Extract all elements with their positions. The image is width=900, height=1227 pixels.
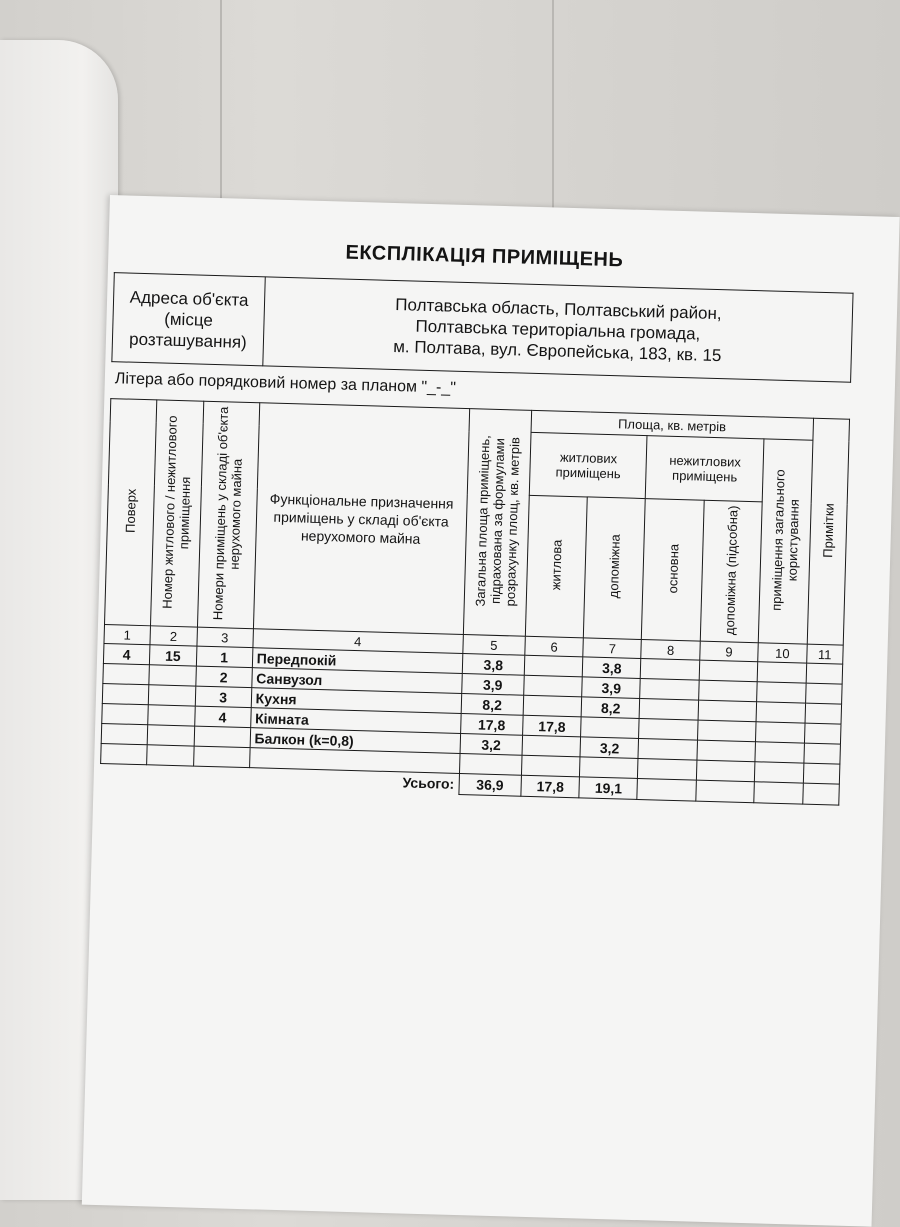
header-common-use: приміщення загального користування <box>758 439 812 644</box>
cell-unit <box>148 705 195 726</box>
totals-notes <box>802 783 839 805</box>
cell-notes <box>803 763 840 784</box>
cell-notes <box>803 743 840 764</box>
header-nonresidential-group: нежитлових приміщень <box>646 436 764 502</box>
column-number: 4 <box>253 629 463 654</box>
header-auxiliary-utility: допоміжна (підсобна) <box>700 500 762 643</box>
totals-total-area: 36,9 <box>458 773 521 796</box>
cell-unit <box>149 665 196 686</box>
cell-floor: 4 <box>103 644 150 665</box>
cell-auxiliary: 3,9 <box>582 677 641 699</box>
document-sheet <box>82 195 900 1227</box>
cell-total <box>459 753 522 775</box>
cell-unit: 15 <box>149 645 196 666</box>
address-label: Адреса об'єкта (місце розташування) <box>112 273 265 366</box>
column-number: 6 <box>525 636 584 657</box>
header-auxiliary: допоміжна <box>584 497 646 640</box>
cell-unit <box>147 725 194 746</box>
rooms-table <box>100 398 851 806</box>
cell-auxiliary: 3,8 <box>582 657 641 679</box>
totals-auxiliary-utility <box>696 780 755 803</box>
cell-room <box>193 746 250 768</box>
header-notes: Примітки <box>807 418 850 645</box>
cell-room: 4 <box>194 706 251 728</box>
column-number: 11 <box>806 644 843 664</box>
cell-auxiliary-utility <box>697 740 756 762</box>
cell-floor <box>102 703 149 724</box>
cell-auxiliary-utility <box>697 720 756 742</box>
cell-room: 2 <box>195 666 252 688</box>
column-number: 10 <box>758 643 807 663</box>
cell-floor <box>101 723 148 744</box>
cell-main <box>640 679 699 701</box>
cell-living: 17,8 <box>523 715 582 737</box>
address-line: м. Полтава, вул. Європейська, 183, кв. 15 <box>392 336 722 365</box>
header-living: житлова <box>525 495 587 638</box>
cell-living <box>524 655 583 677</box>
cell-total: 3,8 <box>462 654 525 676</box>
cell-living <box>522 735 581 757</box>
cell-main <box>640 698 699 720</box>
cell-auxiliary-utility <box>698 700 757 722</box>
cell-auxiliary: 8,2 <box>581 697 640 719</box>
cell-common-use <box>757 662 806 683</box>
totals-common-use <box>754 782 803 804</box>
cell-living <box>521 755 580 777</box>
cell-common-use <box>757 682 806 703</box>
column-number: 3 <box>196 627 253 648</box>
cell-common-use <box>756 722 805 743</box>
header-total-area: Загальна площа приміщень, підрахована за формулами розрахунку площ, кв. метрів <box>463 409 532 637</box>
column-number: 7 <box>583 638 642 659</box>
cell-auxiliary-utility <box>696 760 755 782</box>
cell-common-use <box>756 702 805 723</box>
cell-unit <box>147 745 194 766</box>
totals-label: Усього: <box>402 774 455 793</box>
address-table <box>111 272 853 383</box>
column-number: 1 <box>104 625 151 645</box>
address-line: Полтавська область, Полтавський район, <box>395 294 722 323</box>
cell-name: Балкон (k=0,8) <box>250 728 460 754</box>
cell-room: 1 <box>196 646 253 668</box>
cell-name: Санвузол <box>251 668 461 694</box>
explication-document <box>100 235 855 805</box>
cell-notes <box>805 703 842 724</box>
column-number: 8 <box>641 640 700 661</box>
header-unit-number: Номер житлового / нежитлового приміщення <box>151 400 204 627</box>
header-residential-group: житлових приміщень <box>529 432 647 498</box>
cell-unit <box>148 685 195 706</box>
cell-total: 3,9 <box>461 674 524 696</box>
cell-floor <box>101 743 148 764</box>
cell-main <box>638 758 697 780</box>
header-room-numbers: Номери приміщень у складі об'єкта нерухомого майна <box>197 401 259 628</box>
totals-main <box>637 778 696 801</box>
totals-auxiliary: 19,1 <box>579 777 638 800</box>
cell-floor <box>103 663 150 684</box>
rooms-body <box>101 644 843 785</box>
address-value <box>263 277 853 382</box>
address-line: Полтавська територіальна громада, <box>415 316 701 344</box>
cell-living <box>524 675 583 697</box>
cell-total: 3,2 <box>460 733 523 755</box>
cell-room <box>194 726 251 748</box>
cell-auxiliary: 3,2 <box>580 737 639 759</box>
cell-total: 17,8 <box>460 713 523 735</box>
cell-floor <box>102 683 149 704</box>
header-floor: Поверх <box>105 399 157 626</box>
cell-auxiliary-utility <box>699 660 758 682</box>
header-function: Функціональне призначення приміщень у складі об'єкта нерухомого майна <box>253 403 469 635</box>
cell-auxiliary <box>580 757 639 779</box>
cell-notes <box>804 723 841 744</box>
cell-common-use <box>755 742 804 763</box>
totals-living: 17,8 <box>521 775 580 798</box>
cell-main <box>641 659 700 681</box>
cell-name: Кухня <box>251 688 461 714</box>
header-main: основна <box>642 499 704 642</box>
column-number: 2 <box>150 626 197 646</box>
cell-main <box>638 738 697 760</box>
cell-total: 8,2 <box>461 694 524 716</box>
cell-auxiliary-utility <box>698 680 757 702</box>
column-number: 5 <box>462 635 525 656</box>
floor-plank <box>222 0 554 230</box>
cell-auxiliary <box>581 717 640 739</box>
cell-living <box>523 695 582 717</box>
cell-notes <box>806 663 843 684</box>
cell-common-use <box>755 762 804 783</box>
column-number: 9 <box>700 641 759 662</box>
cell-notes <box>805 683 842 704</box>
cell-name: Кімната <box>250 708 460 734</box>
header-area-group: Площа, кв. метрів <box>531 410 813 440</box>
document-title: ЕКСПЛІКАЦІЯ ПРИМІЩЕНЬ <box>345 241 624 272</box>
cell-name: Передпокій <box>252 648 462 674</box>
cell-main <box>639 718 698 740</box>
plan-line: Літера або порядковий номер за планом "_-_" <box>114 370 457 397</box>
cell-room: 3 <box>195 686 252 708</box>
